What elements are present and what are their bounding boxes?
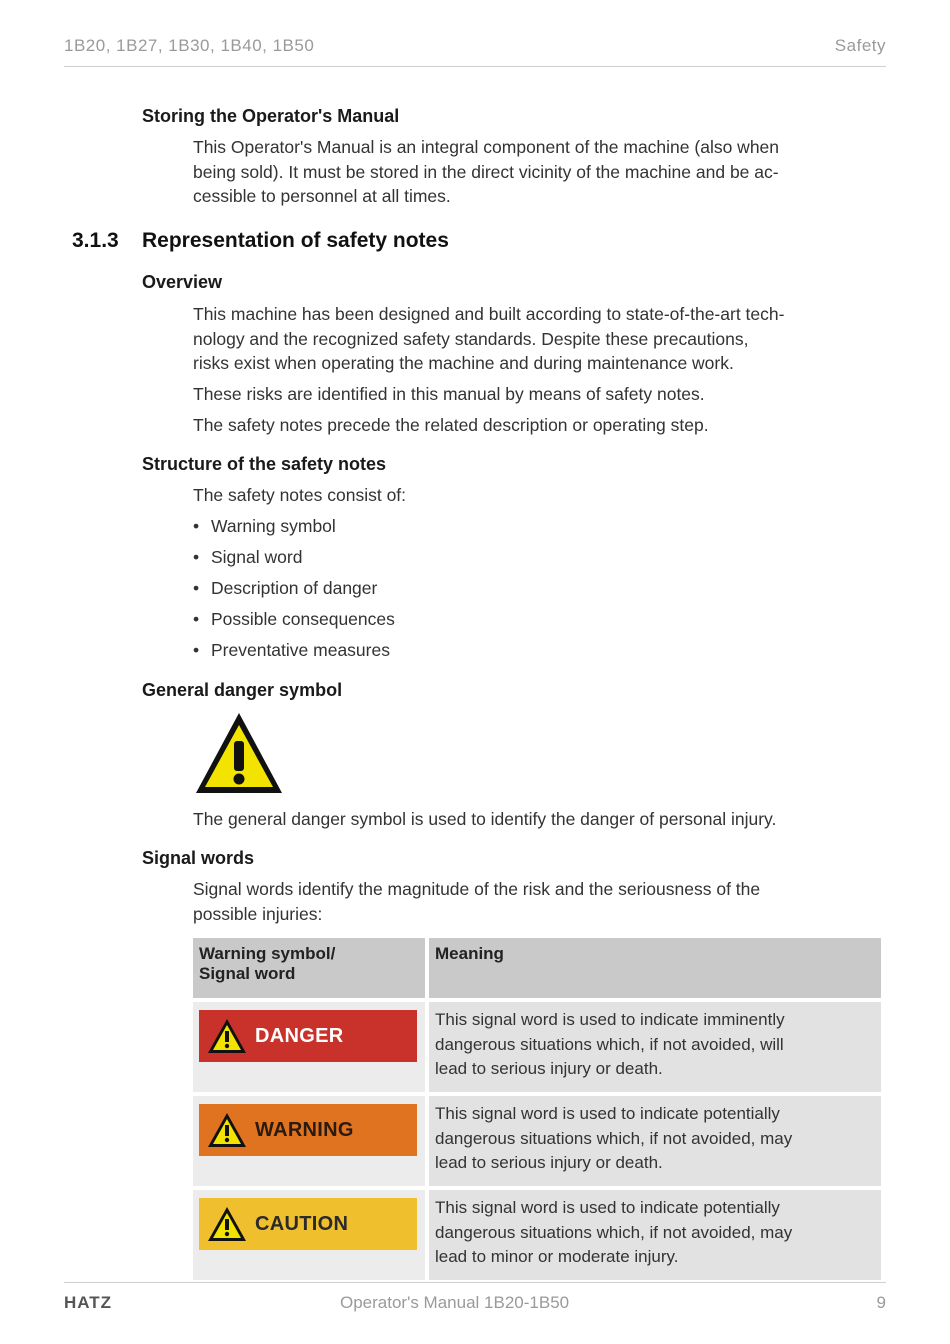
text-line: possible injuries:: [193, 903, 323, 924]
table-header-row: [193, 938, 885, 1002]
caution-badge: CAUTION: [199, 1198, 417, 1250]
table-row: [193, 1002, 885, 1096]
column-header-symbol: Warning symbol/ Signal word: [193, 938, 429, 1002]
table-row: [193, 1096, 885, 1190]
text-line: This machine has been designed and built according to state-of-the-art tech-: [193, 304, 785, 324]
meaning-cell: This signal word is used to indicate potentially dangerous situations which, if not avoided, may lead to minor or moderate injury.: [429, 1190, 885, 1284]
header-chapter: Safety: [834, 36, 886, 55]
brand-logo: HATZ: [64, 1293, 113, 1312]
page-footer: [64, 1282, 886, 1313]
section-number: 3.1.3: [72, 229, 119, 252]
page-number: 9: [876, 1293, 886, 1312]
text-line: This Operator's Manual is an integral component of the machine (also when: [193, 137, 780, 157]
text-line: nology and the recognized safety standards. Despite these precautions,: [193, 328, 749, 349]
list-item: • Description of danger: [193, 578, 378, 598]
general-symbol-text: The general danger symbol is used to identify the danger of personal injury.: [193, 809, 777, 829]
warning-triangle-icon: [207, 1206, 247, 1242]
overview-paragraph: [193, 302, 883, 376]
warning-triangle-icon: [207, 1112, 247, 1148]
table-row: [193, 1190, 885, 1284]
structure-heading: Structure of the safety notes: [142, 454, 387, 474]
footer-title: Operator's Manual 1B20-1B50: [340, 1293, 570, 1312]
signal-words-paragraph: [193, 877, 883, 926]
overview-paragraph-2: These risks are identified in this manual by means of safety notes.: [193, 384, 705, 404]
text-line: risks exist when operating the machine and during maintenance work.: [193, 353, 734, 373]
meaning-cell: This signal word is used to indicate imminently dangerous situations which, if not avoided, will lead to serious injury or death.: [429, 1002, 885, 1096]
warning-triangle-icon: [207, 1018, 247, 1054]
warning-badge: WARNING: [199, 1104, 417, 1156]
general-symbol-heading: General danger symbol: [142, 680, 343, 700]
list-item: • Signal word: [193, 547, 303, 567]
structure-list: [193, 514, 395, 669]
signal-cell: [193, 1096, 429, 1190]
signal-words-table: [193, 938, 885, 1284]
signal-words-heading: Signal words: [142, 848, 255, 868]
text-line: cessible to personnel at all times.: [193, 186, 451, 206]
section-title-text: Representation of safety notes: [142, 229, 449, 252]
overview-heading: Overview: [142, 272, 223, 292]
page-header: [64, 36, 886, 67]
section-title: [72, 229, 449, 253]
signal-cell: [193, 1190, 429, 1284]
storing-paragraph: [193, 135, 883, 209]
danger-badge: DANGER: [199, 1010, 417, 1062]
storing-heading: Storing the Operator's Manual: [142, 106, 400, 126]
list-item: • Warning symbol: [193, 516, 336, 536]
column-header-meaning: Meaning: [429, 938, 885, 1002]
text-line: being sold). It must be stored in the direct vicinity of the machine and be ac-: [193, 161, 779, 182]
warning-triangle-icon: [193, 710, 285, 796]
header-models: 1B20, 1B27, 1B30, 1B40, 1B50: [64, 36, 315, 55]
list-item: • Preventative measures: [193, 640, 390, 660]
overview-paragraph-3: The safety notes precede the related description or operating step.: [193, 415, 709, 435]
structure-intro: The safety notes consist of:: [193, 485, 407, 505]
signal-cell: [193, 1002, 429, 1096]
text-line: Signal words identify the magnitude of the risk and the seriousness of the: [193, 879, 761, 899]
meaning-cell: This signal word is used to indicate potentially dangerous situations which, if not avoided, may lead to serious injury or death.: [429, 1096, 885, 1190]
list-item: • Possible consequences: [193, 609, 395, 629]
